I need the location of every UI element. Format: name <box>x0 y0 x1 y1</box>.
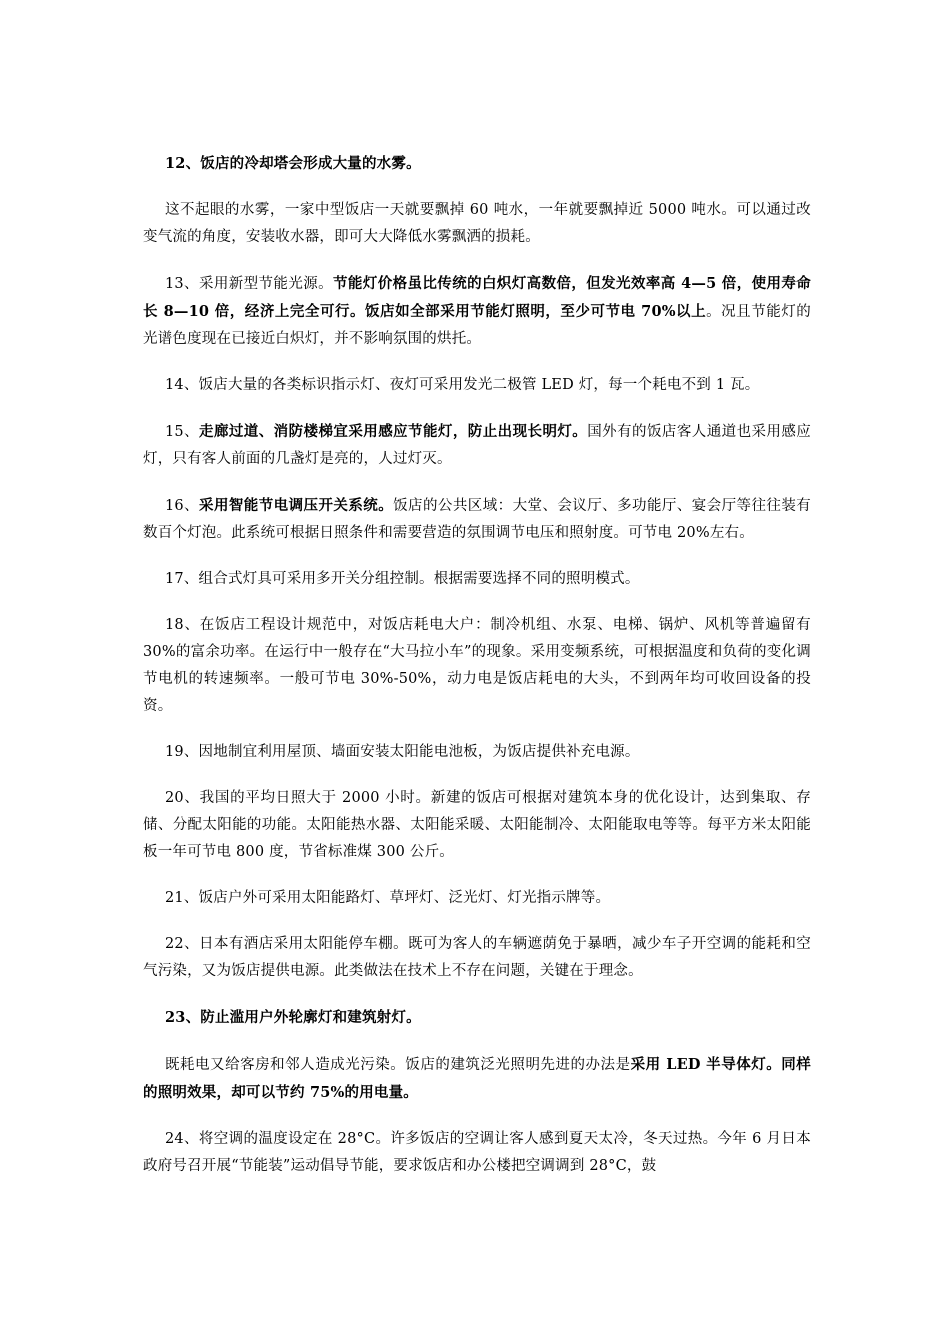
paragraph-18 <box>143 612 811 720</box>
paragraph-24 <box>143 1126 811 1180</box>
text-run: 14、饭店大量的各类标识指示灯、夜灯可采用发光二极管 LED 灯，每一个耗电不到 1 瓦。 <box>165 377 760 393</box>
text-run: 20、我国的平均日照大于 2000 小时。新建的饭店可根据对建筑本身的优化设计，达到集取、存储、分配太阳能的功能。太阳能热水器、太阳能采暖、太阳能制冷、太阳能取电等等。每平方米太阳能板一年可节电 800 度，节省标准煤 300 公斤。 <box>143 790 811 860</box>
paragraph-15 <box>143 418 811 473</box>
text-run: 24、将空调的温度设定在 28°C。许多饭店的空调让客人感到夏天太冷，冬天过热。今年 6 月日本政府号召开展“节能装”运动倡导节能，要求饭店和办公楼把空调调到 28°C，鼓 <box>143 1131 811 1174</box>
paragraph-19 <box>143 739 811 766</box>
text-run: 饭店的公共区域：大堂、会议厅、多功能厅、宴会厅等往往装有数百个灯泡。此系统可根据日照条件和需要营造的氛围调节电压和照射度。可节电 20%左右。 <box>143 498 811 541</box>
paragraph-12-body <box>143 197 811 251</box>
paragraph-17 <box>143 566 811 593</box>
text-run: 国外有的饭店客人通道也采用感应灯，只有客人前面的几盏灯是亮的，人过灯灭。 <box>143 424 811 467</box>
heading-12: 12、饭店的冷却塔会形成大量的水雾。 <box>165 155 421 172</box>
paragraph-12 <box>143 150 811 178</box>
text-run: 19、因地制宜利用屋顶、墙面安装太阳能电池板，为饭店提供补充电源。 <box>165 744 640 760</box>
paragraph-20 <box>143 785 811 866</box>
paragraph-14 <box>143 372 811 399</box>
paragraph-22 <box>143 931 811 985</box>
paragraph-23 <box>143 1004 811 1032</box>
paragraph-23-body <box>143 1051 811 1107</box>
text-run: 17、组合式灯具可采用多开关分组控制。根据需要选择不同的照明模式。 <box>165 571 640 587</box>
text-run: 18、在饭店工程设计规范中，对饭店耗电大户：制冷机组、水泵、电梯、锅炉、风机等普遍留有 30%的富余功率。在运行中一般存在“大马拉小车”的现象。采用变频系统，可根据温度和负荷的变化调节电机的转速频率。一般可节电 30%-50%，动力电是饭店耗电的大头，不到两年均可收回设备的投资。 <box>143 617 811 714</box>
bold-run: 走廊过道、消防楼梯宜采用感应节能灯，防止出现长明灯。 <box>199 423 588 440</box>
text-run: 既耗电又给客房和邻人造成光污染。饭店的建筑泛光照明先进的办法是 <box>165 1057 631 1073</box>
document-page <box>143 150 811 1199</box>
heading-23: 23、防止滥用户外轮廓灯和建筑射灯。 <box>165 1009 421 1026</box>
text-run: 这不起眼的水雾，一家中型饭店一天就要飘掉 60 吨水，一年就要飘掉近 5000 吨水。可以通过改变气流的角度，安装收水器，即可大大降低水雾飘洒的损耗。 <box>143 202 811 245</box>
text-run: 21、饭店户外可采用太阳能路灯、草坪灯、泛光灯、灯光指示牌等。 <box>165 890 611 906</box>
text-run: 16、 <box>165 498 200 514</box>
text-run: 22、日本有酒店采用太阳能停车棚。既可为客人的车辆遮荫免于暴晒，减少车子开空调的能耗和空气污染，又为饭店提供电源。此类做法在技术上不存在问题，关键在于理念。 <box>143 936 811 979</box>
bold-run: 节能灯价格虽比传统的白炽灯高数倍，但发光效率高 4—5 倍，使用寿命长 8—10 倍，经济上完全可行。饭店如全部采用节能灯照明，至少可节电 70%以上 <box>143 275 811 320</box>
bold-run: 采用智能节电调压开关系统。 <box>199 497 394 514</box>
bold-run: 采用 LED 半导体灯。同样的照明效果，却可以节约 75%的用电量。 <box>143 1056 812 1101</box>
text-run: 13、采用新型节能光源。 <box>165 276 334 292</box>
text-run: 15、 <box>165 424 200 440</box>
paragraph-16 <box>143 492 811 547</box>
paragraph-13 <box>143 270 811 353</box>
text-run: 。况且节能灯的光谱色度现在已接近白炽灯，并不影响氛围的烘托。 <box>143 304 811 347</box>
paragraph-21 <box>143 885 811 912</box>
